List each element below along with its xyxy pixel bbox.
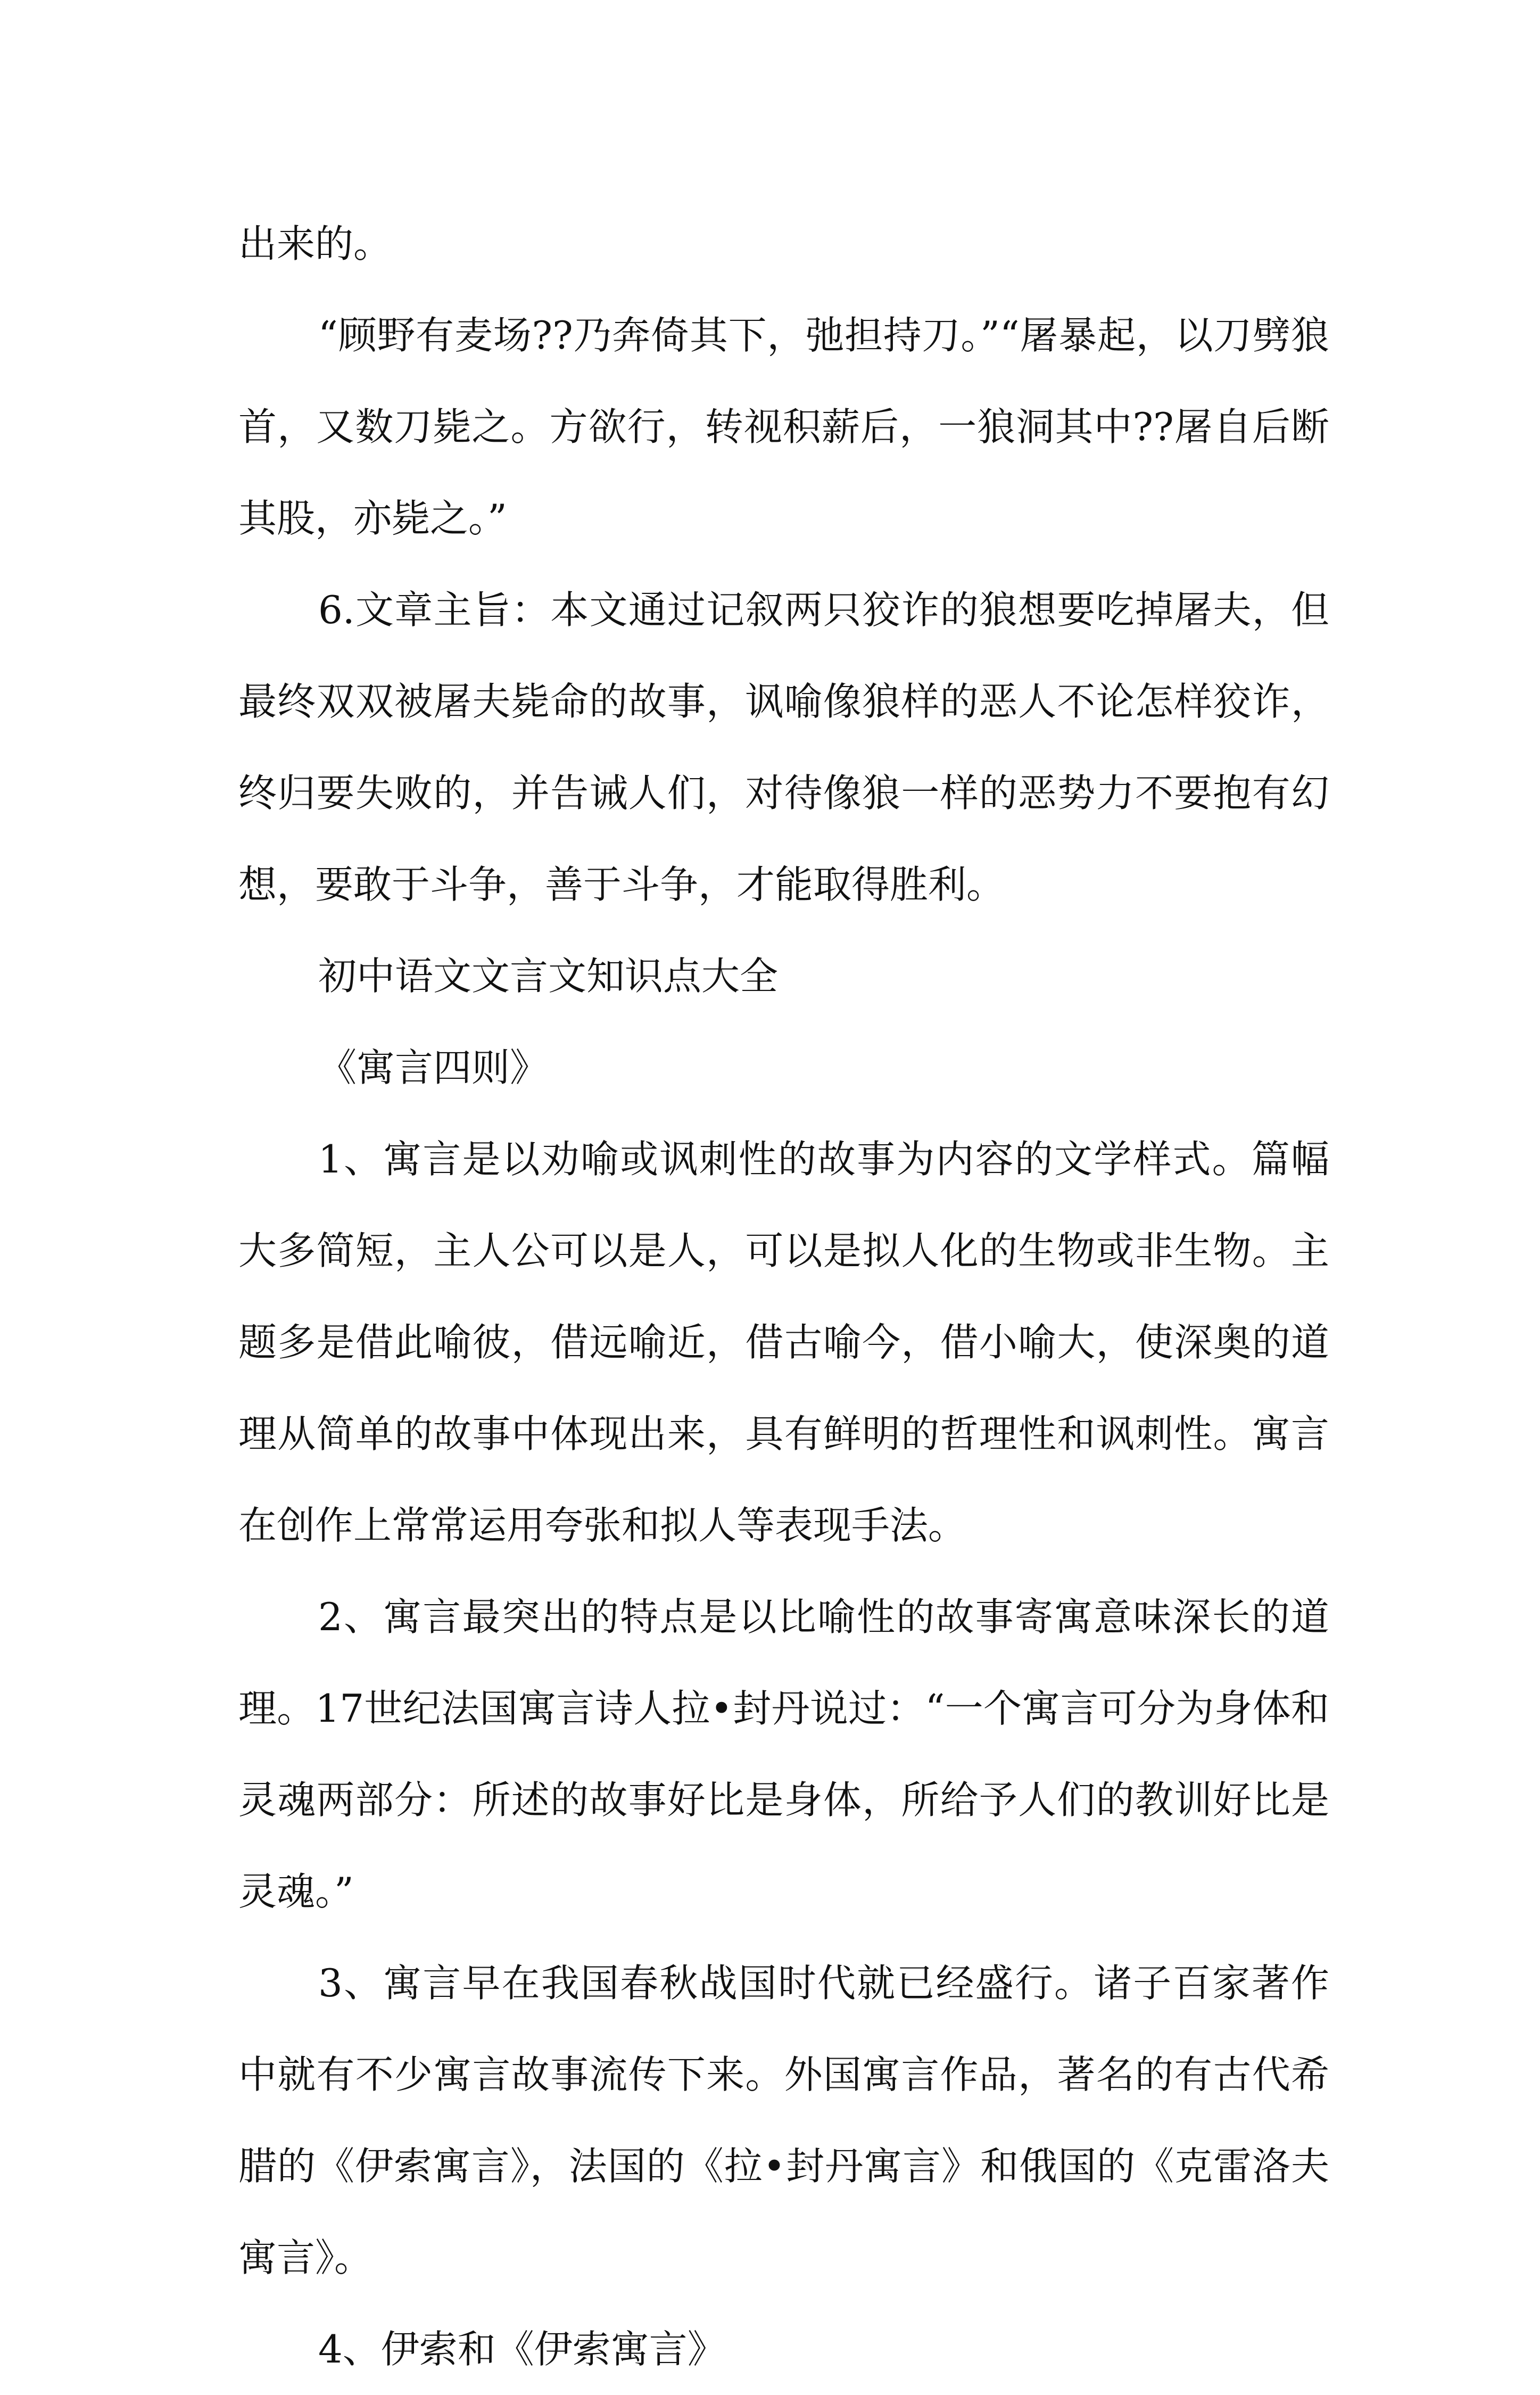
paragraph-quote: “顾野有麦场??乃奔倚其下，弛担持刀。”“屠暴起，以刀劈狼首，又数刀毙之。方欲行，转视积薪后，一狼洞其中??屠自后断其股，亦毙之。” [238, 313, 1329, 541]
paragraph-point-3: 3、寓言早在我国春秋战国时代就已经盛行。诸子百家著作中就有不少寓言故事流传下来。外国寓言作品，著名的有古代希腊的《伊索寓言》，法国的《拉•封丹寓言》和俄国的《克雷洛夫寓言》。 [238, 1961, 1329, 2280]
section-title: 初中语文文言文知识点大全 [318, 954, 779, 998]
paragraph-point-2: 2、寓言最突出的特点是以比喻性的故事寄寓意味深长的道理。17世纪法国寓言诗人拉•封丹说过：“一个寓言可分为身体和灵魂两部分：所述的故事好比是身体，所给予人们的教训好比是灵魂。” [238, 1595, 1329, 1914]
paragraph-point-1: 1、寓言是以劝喻或讽刺性的故事为内容的文学样式。篇幅大多简短，主人公可以是人，可以是拟人化的生物或非生物。主题多是借此喻彼，借远喻近，借古喻今，借小喻大，使深奥的道理从简单的故事中体现出来，具有鲜明的哲理性和讽刺性。寓言在创作上常常运用夸张和拟人等表现手法。 [238, 1137, 1329, 1548]
lesson-title: 《寓言四则》 [318, 1045, 549, 1090]
paragraph-point-4: 4、伊索和《伊索寓言》 [318, 2327, 726, 2372]
paragraph-continuation: 出来的。 [238, 221, 392, 266]
document-body [238, 198, 1329, 2395]
paragraph-theme: 6.文章主旨：本文通过记叙两只狡诈的狼想要吃掉屠夫，但最终双双被屠夫毙命的故事，讽喻像狼样的恶人不论怎样狡诈，终归要失败的，并告诫人们，对待像狼一样的恶势力不要抱有幻想，要敢于斗争，善于斗争，才能取得胜利。 [238, 588, 1329, 907]
